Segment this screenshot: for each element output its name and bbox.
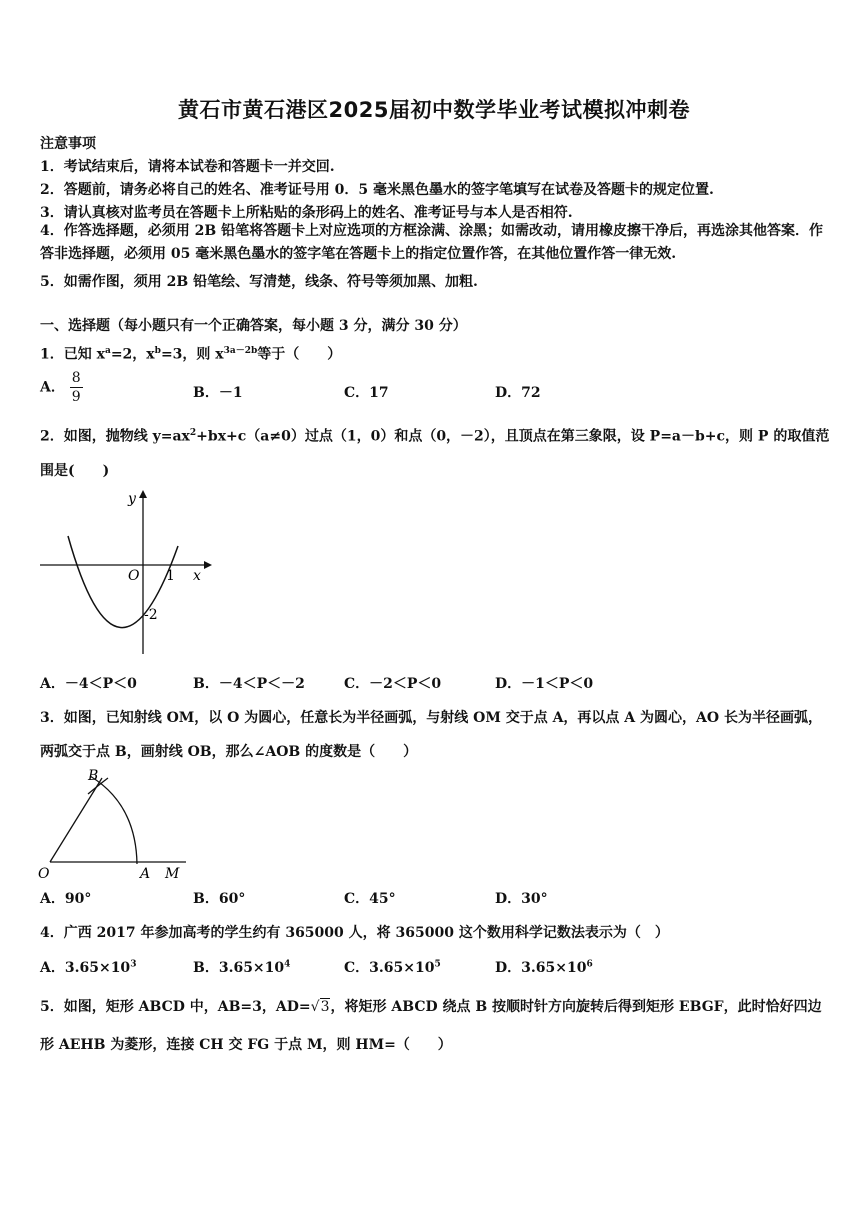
question-4-option-c: C．$3.65\times 10^5$ <box>344 959 441 976</box>
x-axis-label: x <box>193 568 201 584</box>
exam-title: 黄石市黄石港区2025届初中数学毕业考试模拟冲刺卷 <box>178 98 690 122</box>
question-2-option-d: D．－1＜P＜0 <box>495 676 594 692</box>
point-a-label: A <box>140 866 151 882</box>
question-4-option-b: B．$3.65\times 10^4$ <box>193 959 291 976</box>
question-3-stem: 3．如图，已知射线 OM，以 O 为圆心，任意长为半径画弧，与射线 OM 交于点 A，再以点 A 为圆心，AO 长为半径画弧，两弧交于点 B，画射线 OB，那么∠AOB 的度数是（ ） <box>40 710 822 760</box>
intercept-label: -2 <box>144 607 158 623</box>
question-4-option-a: A．$3.65\times 10^3$ <box>40 959 137 976</box>
question-1-option-d: D．72 <box>495 385 541 401</box>
point-b-label: B <box>88 768 99 784</box>
question-3-option-c: C．45° <box>344 891 396 907</box>
question-4-stem: 4．广西 2017 年参加高考的学生约有 365000 人，将 365000 这个数用科学记数法表示为（ ） <box>40 925 669 941</box>
question-4-option-d: D．$3.65\times 10^6$ <box>495 959 593 976</box>
origin-label: O <box>128 568 140 584</box>
question-1-stem: 1．已知 $x^a=2$，$x^b=3$，则 $x^{3a-2b}$等于（ ） <box>40 346 342 363</box>
question-1-option-c: C．17 <box>344 385 389 401</box>
note-item-4: 4．作答选择题，必须用 2B 铅笔将答题卡上对应选项的方框涂满、涂黑；如需改动，请用橡皮擦干净后，再选涂其他答案．作答非选择题，必须用 05 毫米黑色墨水的签字笔在答题卡上的指定位置作答，在其他位置作答一律无效. <box>40 223 824 262</box>
question-2-option-b: B．－4＜P＜－2 <box>193 676 305 692</box>
question-2-stem: 2．如图，抛物线 $y=ax^2+bx+c(a\ne 0)$过点（1，0）和点（0，－2），且顶点在第三象限，设 P=a－b+c，则 P 的取值范围是( ) <box>40 428 830 479</box>
question-2-option-c: C．－2＜P＜0 <box>344 676 442 692</box>
parabola-figure <box>38 484 218 664</box>
fraction: $\frac{8}{9}$ <box>71 370 81 405</box>
question-2-option-a: A．－4＜P＜0 <box>40 676 137 692</box>
point-o-label: O <box>38 866 50 882</box>
question-3-option-d: D．30° <box>495 891 548 907</box>
note-item-3: 3．请认真核对监考员在答题卡上所粘贴的条形码上的姓名、准考证号与本人是否相符. <box>40 205 573 221</box>
question-1-option-b: B．－1 <box>193 385 243 401</box>
note-item-5: 5．如需作图，须用 2B 铅笔绘、写清楚，线条、符号等须加黑、加粗. <box>40 274 478 290</box>
root-label: 1 <box>166 568 175 584</box>
square-root: √3 <box>310 999 330 1015</box>
question-3-option-b: B．60° <box>193 891 246 907</box>
note-item-1: 1．考试结束后，请将本试卷和答题卡一并交回. <box>40 159 335 175</box>
notes-heading: 注意事项 <box>40 136 96 152</box>
construction-figure <box>38 764 188 884</box>
y-axis-label: y <box>128 491 136 507</box>
section-heading: 一、选择题（每小题只有一个正确答案，每小题 3 分，满分 30 分） <box>40 318 467 334</box>
question-1-option-a: A． $\frac{8}{9}$ <box>40 370 81 405</box>
note-item-2: 2．答题前，请务必将自己的姓名、准考证号用 0．5 毫米黑色墨水的签字笔填写在试卷及答题卡的规定位置. <box>40 182 714 198</box>
question-5-stem: 5．如图，矩形 ABCD 中，AB=3，AD=√3，将矩形 ABCD 绕点 B 按顺时针方向旋转后得到矩形 EBGF，此时恰好四边形 AEHB 为菱形，连接 CH 交 FG 于点 M，则 HM=（ ） <box>40 999 822 1053</box>
question-3-option-a: A．90° <box>40 891 92 907</box>
point-m-label: M <box>165 866 180 882</box>
